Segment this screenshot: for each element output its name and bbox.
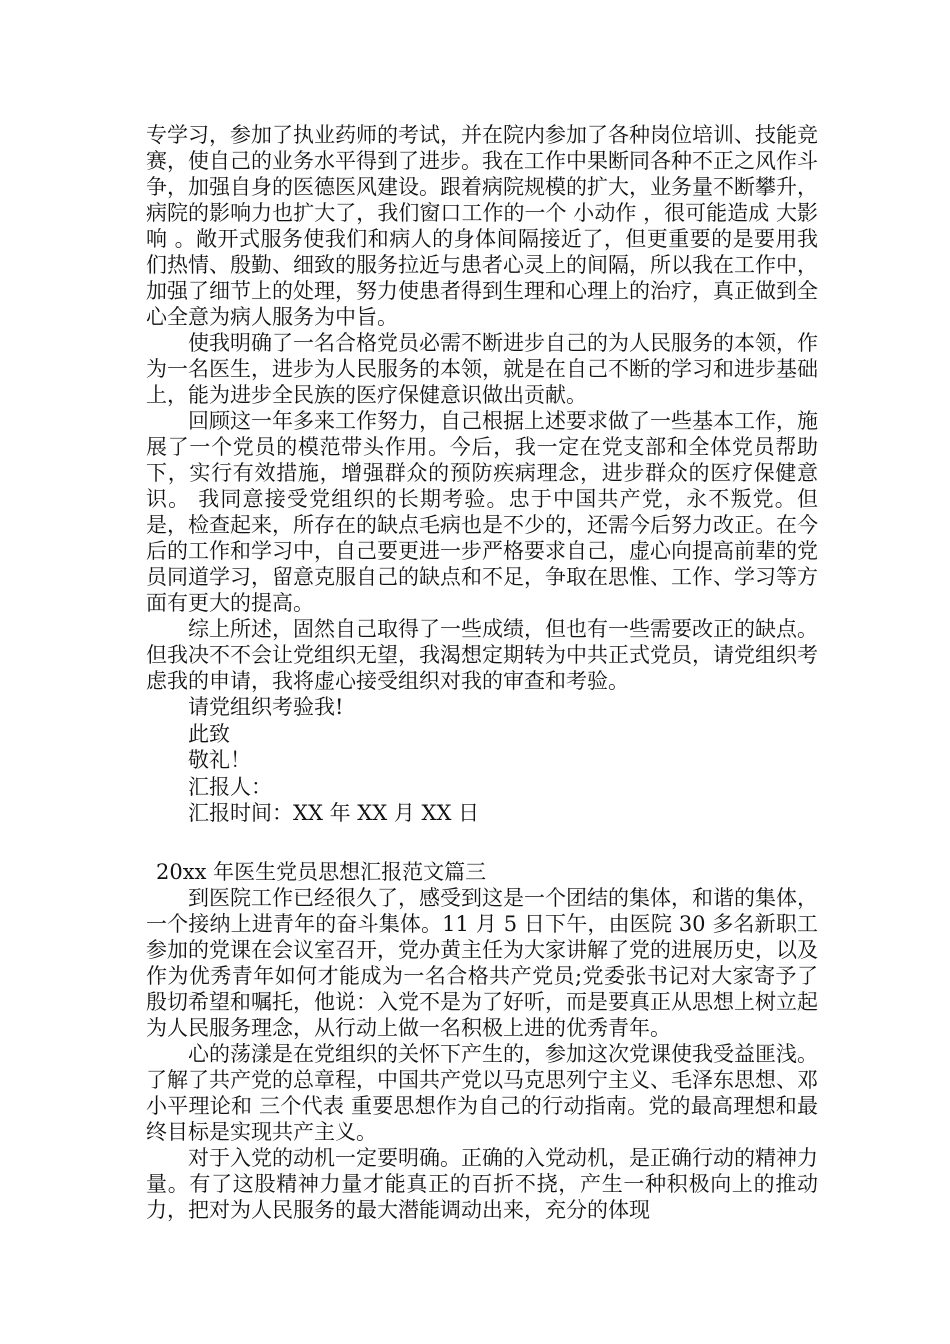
paragraph-2: 使我明确了一名合格党员必需不断进步自己的为人民服务的本领，作为一名医生，进步为人民服务的本领，就是在自己不断的学习和进步基础上，能为进步全民族的医疗保健意识做出贡献。	[146, 331, 818, 407]
closing-block	[146, 694, 818, 827]
paragraph-6: 心的荡漾是在党组织的关怀下产生的，参加这次党课使我受益匪浅。了解了共产党的总章程，中国共产党以马克思列宁主义、毛泽东思想、邓小平理论和 三个代表 重要思想作为自己的行动指南。党的最高理想和最终目标是实现共产主义。	[146, 1041, 818, 1144]
paragraph-1: 专学习，参加了执业药师的考试，并在院内参加了各种岗位培训、技能竞赛，使自己的业务水平得到了进步。我在工作中果断同各种不正之风作斗争，加强自身的医德医风建设。跟着病院规模的扩大，业务量不断攀升，病院的影响力也扩大了，我们窗口工作的一个 小动作 ，很可能造成 大影响 。敞开式服务使我们和病人的身体间隔接近了，但更重要的是要用我们热情、殷勤、细致的服务拉近与患者心灵上的间隔，所以我在工作中，加强了细节上的处理，努力使患者得到生理和心理上的治疗，真正做到全心全意为病人服务为中旨。	[146, 123, 818, 329]
section-title: 20xx 年医生党员思想汇报范文篇三	[156, 859, 487, 884]
document-page	[146, 122, 818, 1223]
report-date: 汇报时间：XX 年 XX 月 XX 日	[188, 801, 480, 825]
reporter-label: 汇报人：	[188, 774, 272, 799]
closing-regards: 敬礼！	[188, 748, 251, 772]
paragraph-7: 对于入党的动机一定要明确。正确的入党动机，是正确行动的精神力量。有了这股精神力量才能真正的百折不挠，产生一种积极向上的推动力，把对为人民服务的最大潜能调动出来，充分的体现	[146, 1145, 818, 1222]
paragraph-3: 回顾这一年多来工作努力，自己根据上述要求做了一些基本工作，施展了一个党员的模范带头作用。今后，我一定在党支部和全体党员帮助下，实行有效措施，增强群众的预防疾病理念，进步群众的医疗保健意识。 我同意接受党组织的长期考验。忠于中国共产党，永不叛党。但是，检查起来，所存在的缺点毛病也是不少的，还需今后努力改正。在今后的工作和学习中，自己要更进一步严格要求自己，虚心向提高前辈的党员同道学习，留意克服自己的缺点和不足，争取在思惟、工作、学习等方面有更大的提高。	[146, 409, 818, 615]
closing-request: 请党组织考验我!	[188, 695, 344, 719]
closing-salutation: 此致	[188, 721, 230, 746]
paragraph-5: 到医院工作已经很久了，感受到这是一个团结的集体，和谐的集体，一个接纳上进青年的奋斗集体。11 月 5 日下午，由医院 30 多名新职工参加的党课在会议室召开，党办黄主任为大家讲解了党的进展历史，以及作为优秀青年如何才能成为一名合格共产党员;党委张书记对大家寄予了殷切希望和嘱托，他说：入党不是为了好听，而是要真正从思想上树立起为人民服务理念，从行动上做一名积极上进的优秀青年。	[146, 885, 818, 1040]
paragraph-4: 综上所述，固然自己取得了一些成绩，但也有一些需要改正的缺点。但我决不不会让党组织无望，我渴想定期转为中共正式党员，请党组织考虑我的申请，我将虚心接受组织对我的审查和考验。	[146, 617, 818, 693]
